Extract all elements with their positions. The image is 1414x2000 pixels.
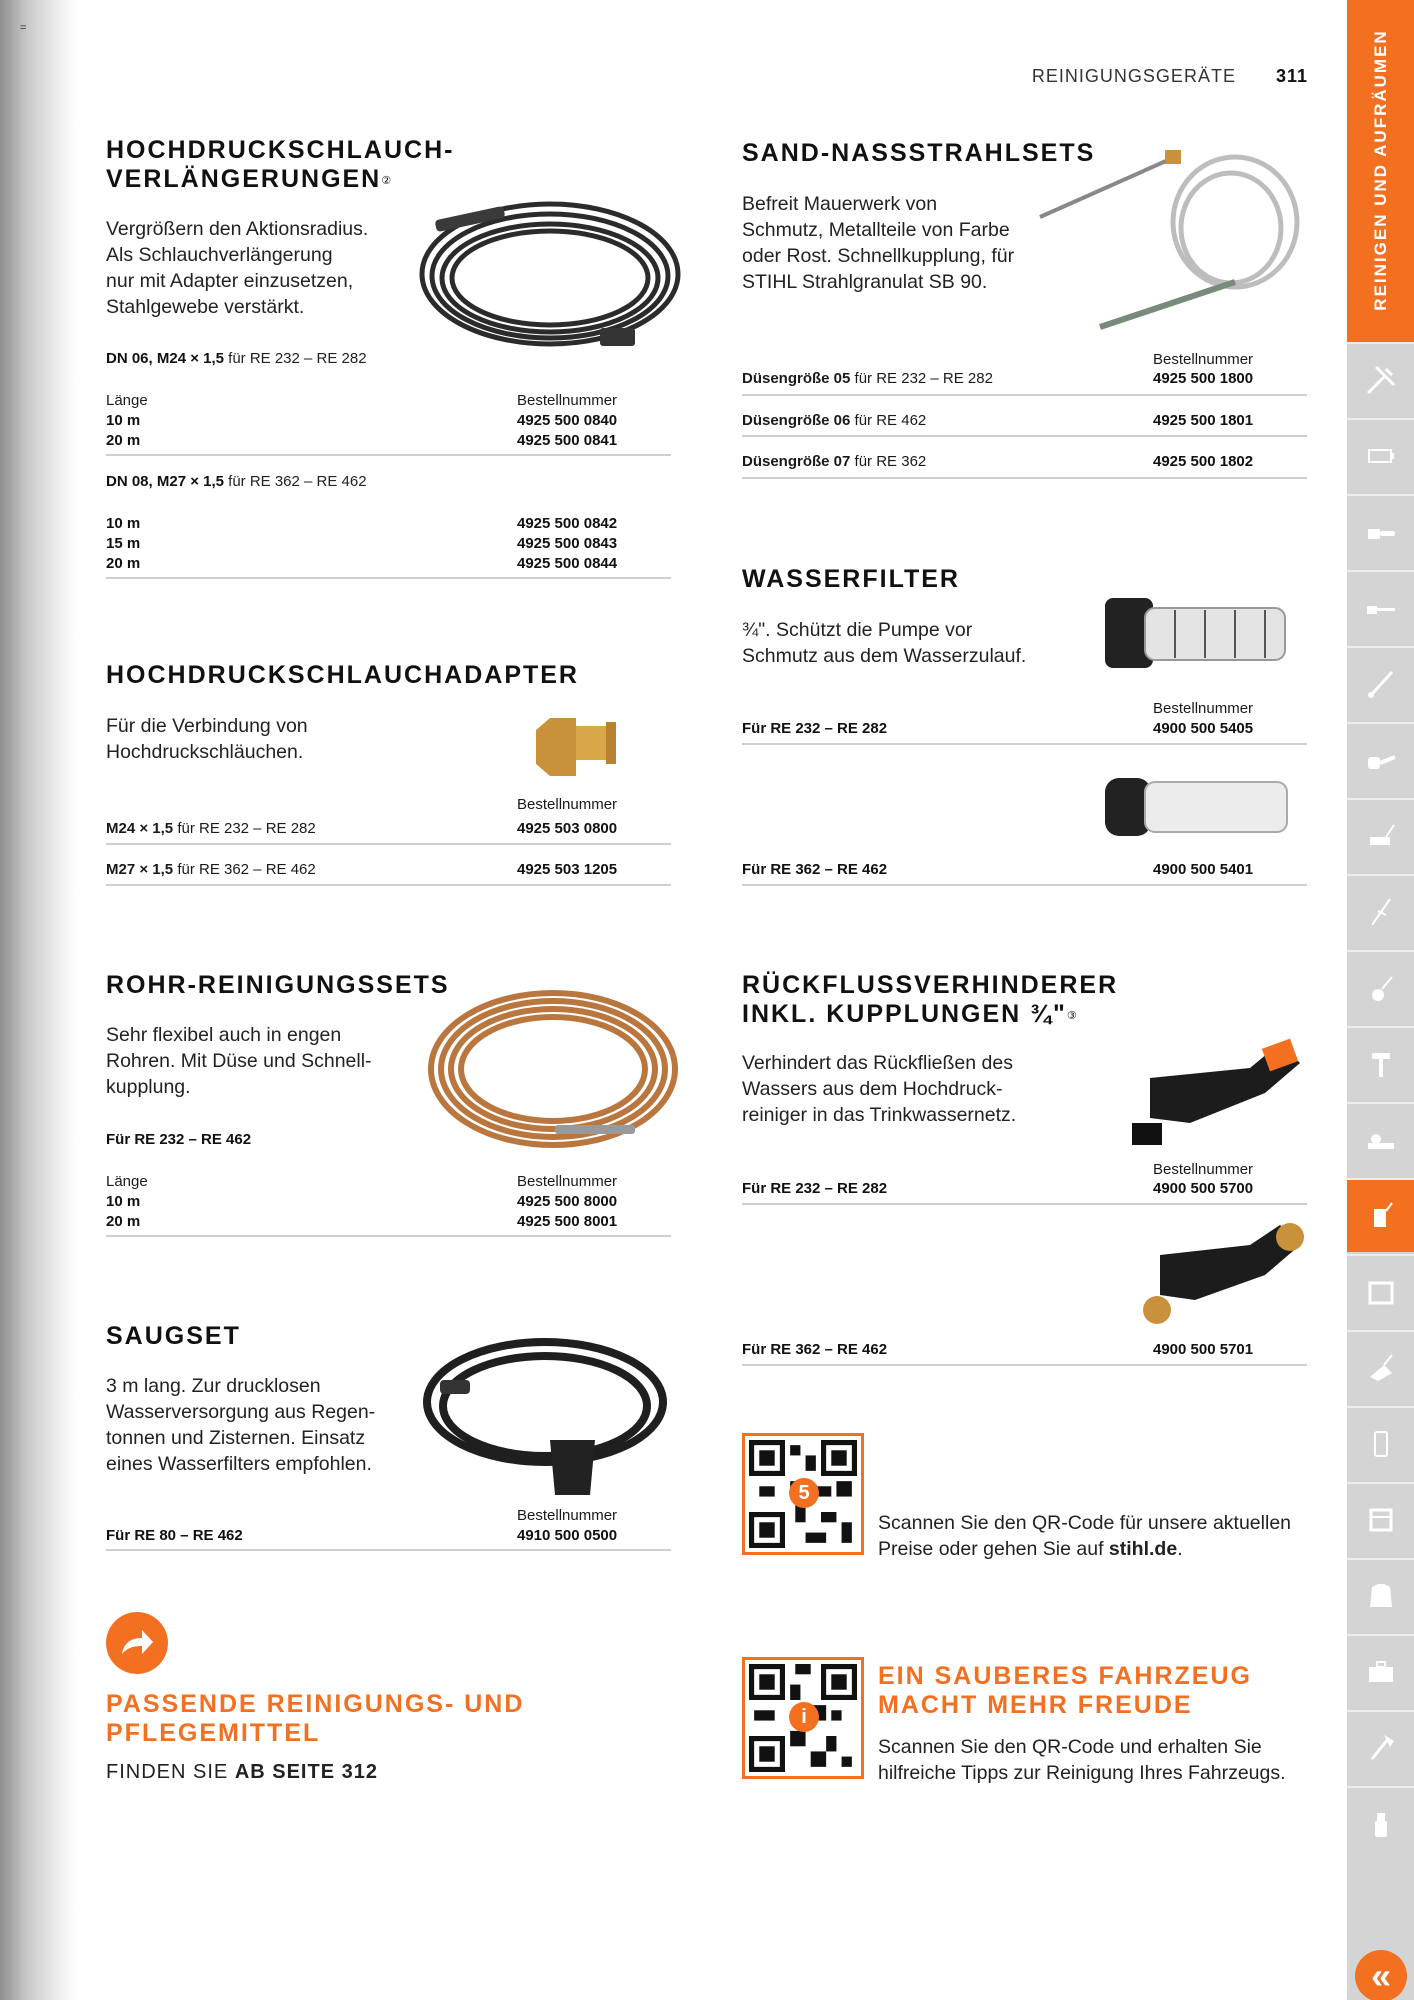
divider xyxy=(742,743,1307,745)
tiller-icon[interactable] xyxy=(1347,950,1414,1024)
adapter-title: HOCHDRUCKSCHLAUCHADAPTER xyxy=(106,661,579,689)
sand-title: SAND-NASSSTRAHLSETS xyxy=(742,139,1096,167)
hedge-trimmer-icon[interactable] xyxy=(1347,570,1414,644)
qr-code-vehicle[interactable] xyxy=(742,1657,864,1779)
filter-title: WASSERFILTER xyxy=(742,565,960,593)
chainsaw-icon[interactable] xyxy=(1347,494,1414,568)
divider xyxy=(742,435,1307,437)
divider xyxy=(106,1235,671,1237)
tools-icon[interactable] xyxy=(1347,342,1414,416)
section-title: REINIGUNGSGERÄTE xyxy=(1031,66,1236,86)
backflow-desc: Verhindert das Rückfließen des Wassers aus dem Hochdruck- reiniger in das Trinkwassernetz. xyxy=(742,1052,1017,1126)
hose-ext-desc: Vergrößern den Aktionsradius. Als Schlauchverlängerung nur mit Adapter einzusetzen, Stahlgewebe verstärkt. xyxy=(106,218,369,318)
backflow-image-2 xyxy=(1135,1215,1310,1330)
backflow-image-1 xyxy=(1130,1038,1305,1153)
brushcutter-icon[interactable] xyxy=(1347,646,1414,720)
qr2-title: EIN SAUBERES FAHRZEUG MACHT MEHR FREUDE xyxy=(878,1662,1252,1719)
divider xyxy=(106,1549,671,1551)
spray-bottle-icon[interactable] xyxy=(1347,1786,1414,1860)
chapter-tab[interactable] xyxy=(1347,0,1414,342)
sand-desc: Befreit Mauerwerk von Schmutz, Metallteile von Farbe oder Rost. Schnellkupplung, für STIHL Strahlgranulat SB 90. xyxy=(742,193,1015,293)
more-title: PASSENDE REINIGUNGS- UND PFLEGEMITTEL xyxy=(106,1690,525,1747)
phone-icon[interactable] xyxy=(1347,1406,1414,1480)
page-number: 311 xyxy=(1275,66,1308,86)
axe-icon[interactable] xyxy=(1347,1710,1414,1784)
adapter-desc: Für die Verbindung von Hochdruckschläuchen. xyxy=(106,715,308,763)
auger-icon[interactable] xyxy=(1347,1026,1414,1100)
sand-image xyxy=(1035,142,1310,337)
pressure-washer-icon[interactable] xyxy=(1347,1178,1414,1252)
stihl-link[interactable]: stihl.de xyxy=(1108,1538,1178,1560)
back-button[interactable]: « xyxy=(1355,1950,1407,2000)
book-icon[interactable] xyxy=(1347,1482,1414,1556)
cutoff-saw-icon[interactable] xyxy=(1347,1102,1414,1176)
divider xyxy=(742,1364,1307,1366)
more-products-button[interactable] xyxy=(106,1612,168,1674)
divider xyxy=(742,477,1307,479)
hose-image xyxy=(415,188,685,363)
divider xyxy=(106,577,671,579)
filter-image-2 xyxy=(1105,770,1295,845)
chapter-title: REINIGEN UND AUFRÄUMEN xyxy=(1371,29,1390,311)
qr-logo-badge: 5 xyxy=(789,1478,819,1508)
hose-ext-title: HOCHDRUCKSCHLAUCH- VERLÄNGERUNGEN② xyxy=(106,136,455,193)
filter-image-1 xyxy=(1105,588,1295,683)
divider xyxy=(106,884,671,886)
suction-title: SAUGSET xyxy=(106,1322,241,1350)
hose-spec-1: DN 06, M24 × 1,5 für RE 232 – RE 282 xyxy=(106,350,367,367)
suction-desc: 3 m lang. Zur drucklosen Wasserversorgung aus Regen- tonnen und Zisternen. Einsatz eines Wasserfilters empfohlen. xyxy=(106,1375,376,1475)
divider xyxy=(106,454,671,456)
sweeper-icon[interactable] xyxy=(1347,1330,1414,1404)
qr2-text: Scannen Sie den QR-Code und erhalten Sie hilfreiche Tipps zur Reinigung Ihres Fahrzeugs. xyxy=(878,1736,1286,1784)
adapter-image xyxy=(528,708,623,783)
hose-spec-2: DN 08, M27 × 1,5 für RE 362 – RE 462 xyxy=(106,473,367,490)
pipe-spec: Für RE 232 – RE 462 xyxy=(106,1131,252,1148)
more-find: FINDEN SIE AB SEITE 312 xyxy=(106,1761,378,1783)
toolbox-icon[interactable] xyxy=(1347,1634,1414,1708)
divider xyxy=(742,1203,1307,1205)
qr1-text: Scannen Sie den QR-Code für unsere aktuellen Preise oder gehen Sie auf stihl.de. xyxy=(878,1512,1292,1560)
divider xyxy=(106,843,671,845)
filter-desc: ¾". Schützt die Pumpe vor Schmutz aus dem Wasserzulauf. xyxy=(742,619,1027,667)
divider xyxy=(742,394,1307,396)
pipe-image xyxy=(425,985,680,1157)
blower-icon[interactable] xyxy=(1347,722,1414,796)
vacuum-icon[interactable] xyxy=(1347,1254,1414,1328)
qr-code-prices[interactable] xyxy=(742,1433,864,1555)
lawnmower-icon[interactable] xyxy=(1347,798,1414,872)
page-gutter xyxy=(0,0,78,2000)
divider xyxy=(742,884,1307,886)
pipe-desc: Sehr flexibel auch in engen Rohren. Mit Düse und Schnell- kupplung. xyxy=(106,1024,372,1098)
info-icon: i xyxy=(789,1702,819,1732)
trimmer-icon[interactable] xyxy=(1347,874,1414,948)
pipe-title: ROHR-REINIGUNGSSETS xyxy=(106,971,450,999)
backflow-title: RÜCKFLUSSVERHINDERER INKL. KUPPLUNGEN ¾"③ xyxy=(742,971,1119,1028)
page-header xyxy=(1032,66,1308,87)
suction-image xyxy=(420,1330,670,1510)
gutter-mark: = xyxy=(20,22,27,34)
battery-icon[interactable] xyxy=(1347,418,1414,492)
chapter-sidebar xyxy=(1347,0,1414,2000)
share-arrow-icon xyxy=(120,1628,154,1658)
jacket-icon[interactable] xyxy=(1347,1558,1414,1632)
